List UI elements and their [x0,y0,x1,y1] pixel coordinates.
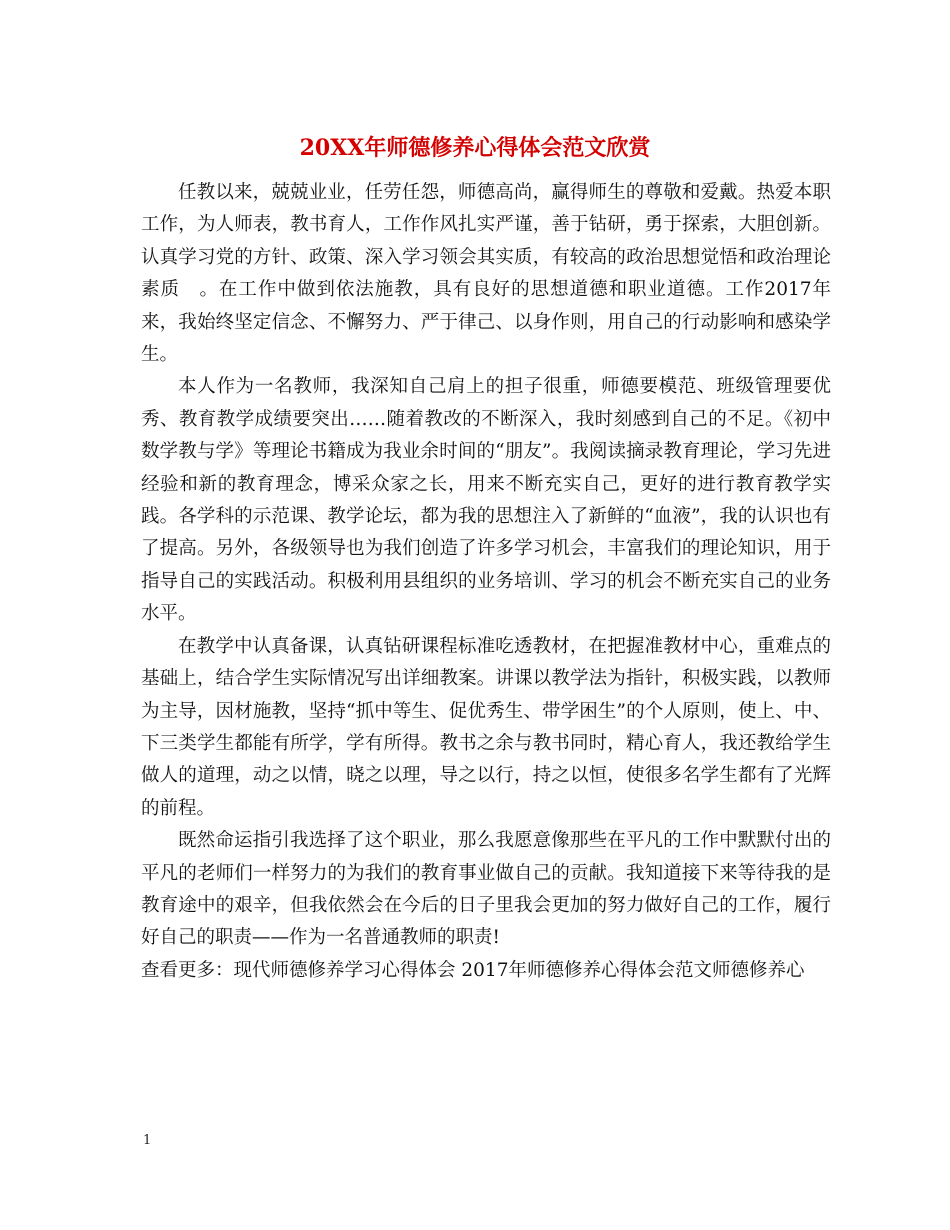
paragraph-2: 本人作为一名教师，我深知自己肩上的担子很重，师德要模范、班级管理要优秀、教育教学成绩要突出……随着教改的不断深入，我时刻感到自己的不足。《初中数学教与学》等理论书籍成为我业余时间的“朋友”。我阅读摘录教育理论，学习先进经验和新的教育理念，博采众家之长，用来不断充实自己，更好的进行教育教学实践。各学科的示范课、教学论坛，都为我的思想注入了新鲜的“血液”，我的认识也有了提高。另外，各级领导也为我们创造了许多学习机会，丰富我们的理论知识，用于指导自己的实践活动。积极利用县组织的业务培训、学习的机会不断充实自己的业务水平。 [141,376,831,625]
document-body [141,177,831,987]
page-number: 1 [143,1133,152,1148]
document-title: 20XX年师德修养心得体会范文欣赏 [299,135,651,161]
paragraph-3: 在教学中认真备课，认真钻研课程标准吃透教材，在把握准教材中心，重难点的基础上，结合学生实际情况写出详细教案。讲课以教学法为指针，积极实践，以教师为主导，因材施教，坚持“抓中等生、促优秀生、带学困生”的个人原则，使上、中、下三类学生都能有所学，学有所得。教书之余与教书同时，精心育人，我还教给学生做人的道理，动之以情，晓之以理，导之以行，持之以恒，使很多名学生都有了光辉的前程。 [141,635,831,819]
paragraph-1: 任教以来，兢兢业业，任劳任怨，师德高尚，赢得师生的尊敬和爱戴。热爱本职工作，为人师表，教书育人，工作作风扎实严谨，善于钻研，勇于探索，大胆创新。认真学习党的方针、政策、深入学习领会其实质，有较高的政治思想觉悟和政治理论素质 。在工作中做到依法施教，具有良好的思想道德和职业道德。工作2017年来，我始终坚定信念、不懈努力、严于律己、以身作则，用自己的行动影响和感染学生。 [141,182,831,366]
see-more-links[interactable]: 查看更多：现代师德修养学习心得体会 2017年师德修养心得体会范文师德修养心 [141,959,805,981]
paragraph-4: 既然命运指引我选择了这个职业，那么我愿意像那些在平凡的工作中默默付出的平凡的老师们一样努力的为我们的教育事业做自己的贡献。我知道接下来等待我的是教育途中的艰辛，但我依然会在今后的日子里我会更加的努力做好自己的工作，履行好自己的职责——作为一名普通教师的职责! [141,830,831,949]
